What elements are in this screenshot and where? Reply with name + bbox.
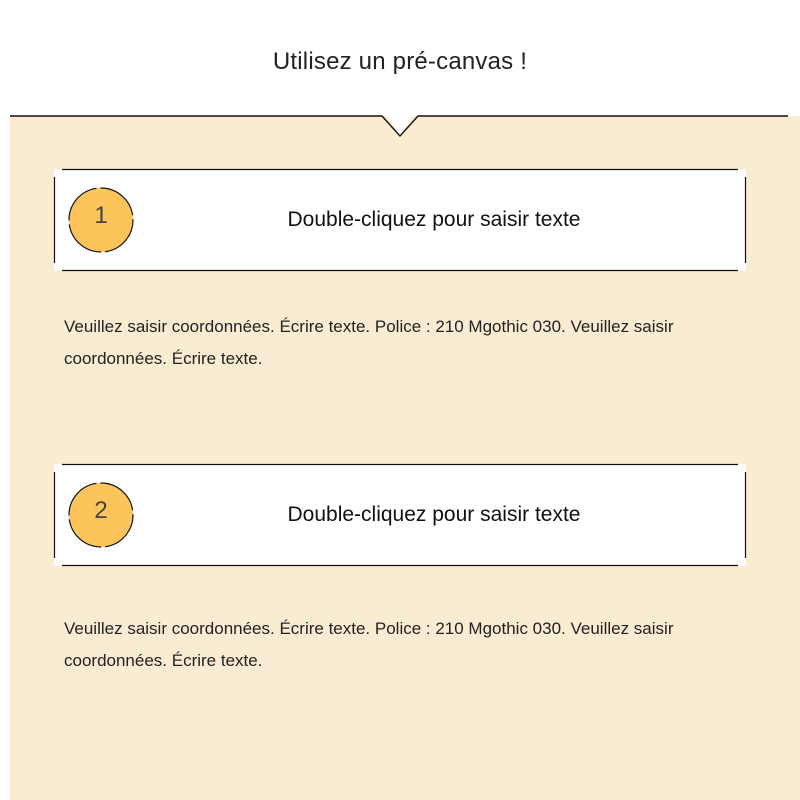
step-box-1[interactable] (54, 169, 746, 271)
step-description-1[interactable]: Veuillez saisir coordonnées. Écrire texte. Police : 210 Mgothic 030. Veuillez saisir coordonnées. Écrire texte. (64, 317, 674, 368)
header (0, 0, 800, 116)
step-description-2[interactable]: Veuillez saisir coordonnées. Écrire texte. Police : 210 Mgothic 030. Veuillez saisir coordonnées. Écrire texte. (64, 619, 674, 670)
step-number: 1 (94, 202, 108, 229)
step-number: 2 (94, 497, 108, 524)
page-title[interactable]: Utilisez un pré-canvas ! (272, 48, 528, 75)
step-title-text-field[interactable]: Double-cliquez pour saisir texte (287, 503, 581, 526)
step-title-text-field[interactable]: Double-cliquez pour saisir texte (287, 208, 581, 231)
header-divider-arrow (0, 100, 800, 140)
step-box-2[interactable] (54, 464, 746, 566)
content-area (10, 116, 800, 800)
